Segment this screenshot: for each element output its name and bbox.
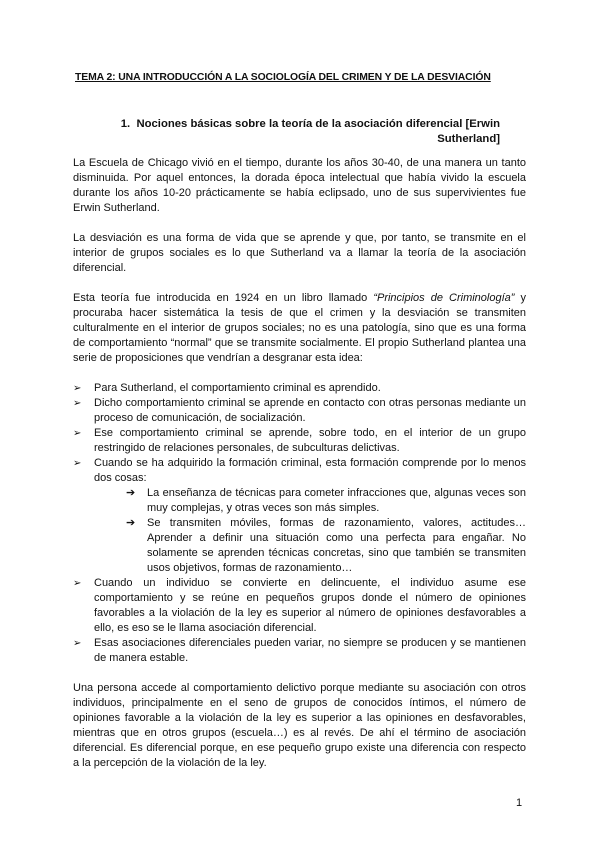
paragraph-3-text-end: y procuraba hacer sistemática la tesis de que el crimen y la desviación se transmiten culturalmente en el interior de grupos sociales; no es una patología, sino que es una forma de comportamiento “normal” que se transmite socialmente. El propio Sutherland plantea una serie de proposiciones que vendrían a desgranar esta idea:: [73, 292, 526, 364]
list-item: [73, 636, 526, 666]
right-arrow-icon: ➔: [126, 487, 136, 499]
paragraph-3: [73, 291, 526, 366]
arrow-bullet-icon: ➢: [73, 458, 82, 469]
paragraph-2: La desviación es una forma de vida que se aprende y que, por tanto, se transmite en el interior de grupos sociales es lo que Sutherland va a llamar la teoría de la asociación diferencial.: [73, 232, 526, 274]
paragraph-3-text-start: Esta teoría fue introducida en 1924 en un libro llamado: [73, 292, 374, 304]
list-item-text: Cuando se ha adquirido la formación criminal, esta formación comprende por lo menos dos cosas:: [94, 457, 526, 484]
sub-list-item: [115, 486, 526, 516]
arrow-bullet-icon: ➢: [73, 383, 82, 394]
document-title: TEMA 2: UNA INTRODUCCIÓN A LA SOCIOLOGÍA DEL CRIMEN Y DE LA DESVIACIÓN: [75, 72, 491, 83]
list-item-text: Ese comportamiento criminal se aprende, sobre todo, en el interior de un grupo restringido de relaciones personales, de subculturas delictivas.: [94, 427, 526, 454]
section-heading-text: Nociones básicas sobre la teoría de la asociación diferencial [Erwin Sutherland]: [136, 118, 500, 145]
list-item-text: Cuando un individuo se convierte en delincuente, el individuo asume ese comportamiento y se reúne en pequeños grupos donde el número de opiniones favorables a la violación de la ley es superior al número de opiniones desfavorables a ello, es eso se le llama asociación diferencial.: [94, 577, 526, 634]
arrow-bullet-icon: ➢: [73, 638, 82, 649]
closing-paragraph: Una persona accede al comportamiento delictivo porque mediante su asociación con otros individuos, principalmente en el seno de grupos de conocidos íntimos, el número de opiniones favorable a la violación de la ley es superior a las opiniones en desfavorables, mientras que en otros grupos (escuela…) es al revés. De ahí el término de asociación diferencial. Es diferencial porque, en ese pequeño grupo existe una diferencia con respecto a la percepción de la violación de la ley.: [73, 682, 526, 769]
sub-list-item-text: Se transmiten móviles, formas de razonamiento, valores, actitudes… Aprender a definir una situación como una perfecta para engañar. No solamente se aprenden técnicas concretas, sino que también se transmiten usos objetivos, formas de razonamiento…: [147, 517, 526, 574]
propositions-list: [73, 381, 526, 666]
list-item: [73, 456, 526, 576]
section-number: 1.: [120, 118, 131, 130]
section-heading: [100, 117, 500, 147]
sub-list: [94, 486, 526, 576]
list-item-text: Dicho comportamiento criminal se aprende en contacto con otras personas mediante un proceso de comunicación, de socialización.: [94, 397, 526, 424]
list-item: [73, 576, 526, 636]
paragraph-1: La Escuela de Chicago vivió en el tiempo, durante los años 30-40, de una manera un tanto disminuida. Por aquel entonces, la dorada época intelectual que había vivido la escuela durante los años 10-20 prácticamente se había eclipsado, uno de sus supervivientes fue Erwin Sutherland.: [73, 157, 526, 214]
sub-list-item: [115, 516, 526, 576]
arrow-bullet-icon: ➢: [73, 428, 82, 439]
list-item: [73, 396, 526, 426]
list-item-text: Esas asociaciones diferenciales pueden variar, no siempre se producen y se mantienen de manera estable.: [94, 637, 526, 664]
right-arrow-icon: ➔: [126, 517, 136, 529]
page-number: 1: [516, 797, 523, 809]
arrow-bullet-icon: ➢: [73, 398, 82, 409]
list-item: [73, 426, 526, 456]
list-item-text: Para Sutherland, el comportamiento criminal es aprendido.: [94, 382, 381, 394]
document-body: [73, 156, 526, 786]
list-item: [73, 381, 526, 396]
sub-list-item-text: La enseñanza de técnicas para cometer infracciones que, algunas veces son muy complejas, y otras veces son más simples.: [147, 487, 526, 514]
book-title: “Principios de Criminología”: [373, 292, 515, 304]
arrow-bullet-icon: ➢: [73, 578, 82, 589]
